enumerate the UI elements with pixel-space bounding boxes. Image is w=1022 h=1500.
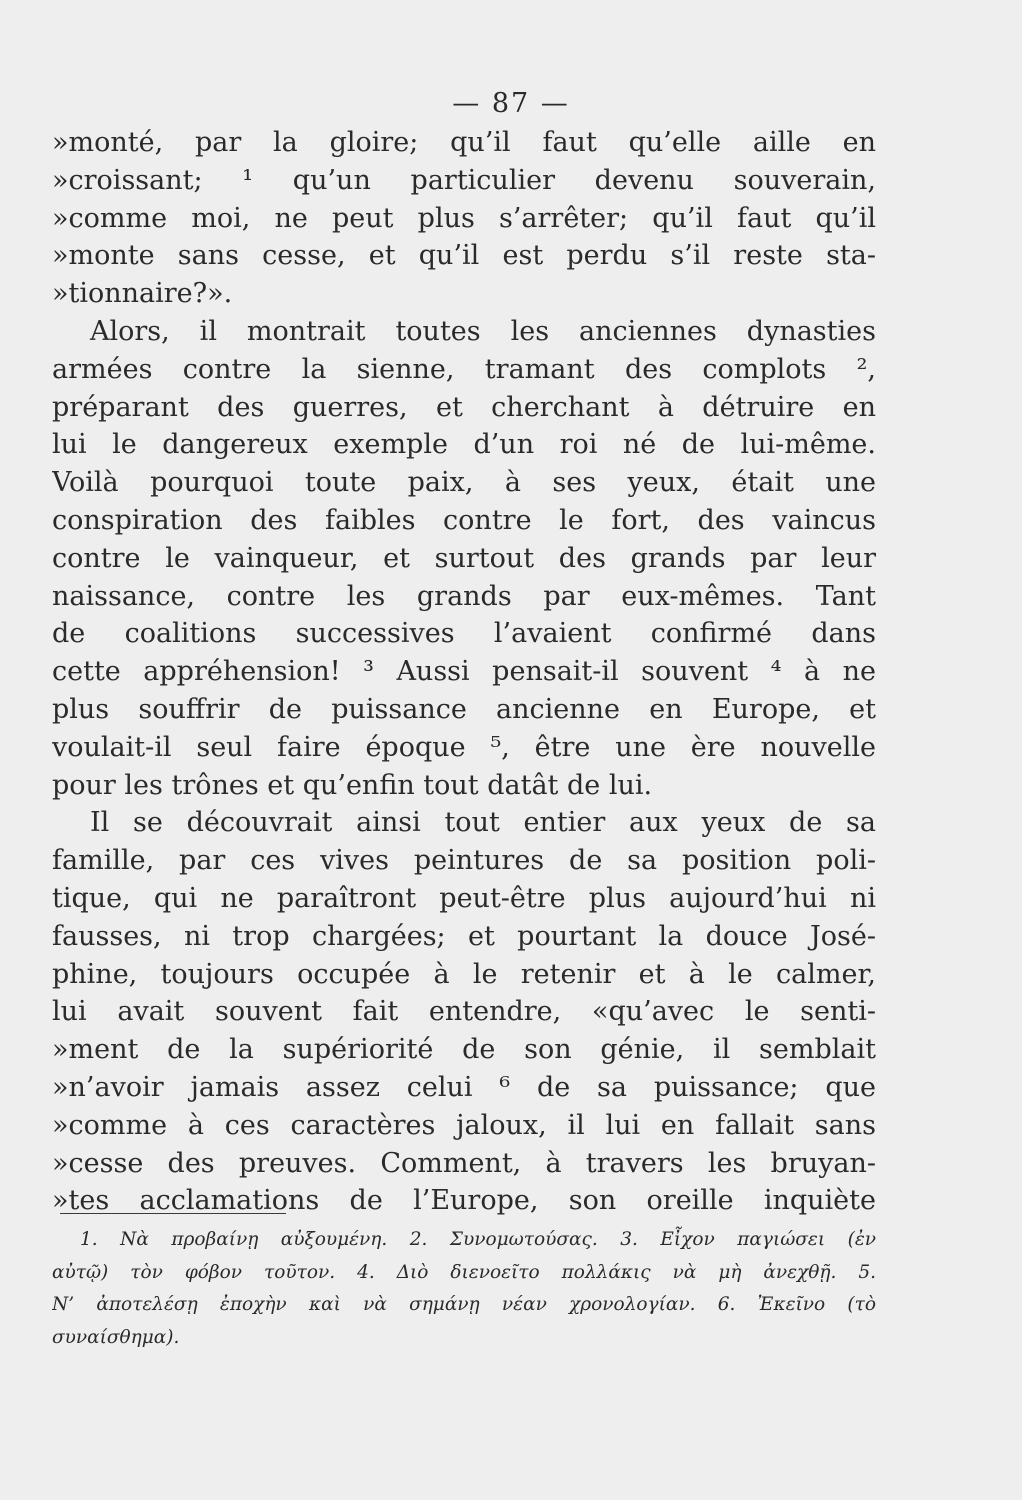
footnote-line: συναίσθημα). — [52, 1326, 180, 1348]
text-line: préparant des guerres, et cherchant à détruire en — [52, 391, 876, 423]
text-line: »tionnaire?». — [52, 278, 233, 310]
text-line: »n’avoir jamais assez celui ⁶ de sa puissance; que — [52, 1071, 876, 1103]
text-line: famille, par ces vives peintures de sa position poli- — [52, 845, 876, 877]
text-line: Voilà pourquoi toute paix, à ses yeux, était une — [52, 467, 876, 499]
text-line: contre le vainqueur, et surtout des grands par leur — [52, 542, 876, 574]
text-line: de coalitions successives l’avaient confirmé dans — [52, 618, 876, 650]
text-line: naissance, contre les grands par eux-mêmes. Tant — [52, 580, 876, 612]
text-line: tique, qui ne paraîtront peut-être plus aujourd’hui ni — [52, 882, 876, 914]
text-line: »monte sans cesse, et qu’il est perdu s’il reste sta- — [52, 240, 876, 272]
text-line: voulait-il seul faire époque ⁵, être une ère nouvelle — [52, 731, 876, 763]
text-line: plus souffrir de puissance ancienne en Europe, et — [52, 693, 876, 725]
footnote-line: Ν’ ἀποτελέσῃ ἐποχὴν καὶ νὰ σημάνῃ νέαν χρονολογίαν. 6. Ἐκεῖνο (τὸ — [52, 1294, 876, 1315]
text-line: »monté, par la gloire; qu’il faut qu’elle aille en — [52, 127, 876, 158]
text-line: »tes acclamations de l’Europe, son oreille inquiète — [52, 1185, 876, 1217]
text-line: »croissant; ¹ qu’un particulier devenu souverain, — [52, 164, 876, 196]
text-line: fausses, ni trop chargées; et pourtant la douce José- — [52, 920, 876, 952]
text-line: conspiration des faibles contre le fort, des vaincus — [52, 504, 876, 536]
page-number: — 87 — — [452, 88, 570, 119]
text-line: armées contre la sienne, tramant des complots ², — [52, 353, 876, 385]
footnotes — [52, 1224, 876, 1354]
text-line: »comme moi, ne peut plus s’arrêter; qu’il faut qu’il — [52, 202, 876, 234]
body-text — [52, 124, 876, 1220]
text-line: pour les trônes et qu’enfin tout datât de lui. — [52, 769, 653, 801]
footnote-line: 1. Νὰ προβαίνῃ αὐξουμένη. 2. Συνομωτούσας. 3. Εἶχον παγιώσει (ἐν — [80, 1229, 876, 1250]
text-line: »ment de la supériorité de son génie, il semblait — [52, 1034, 876, 1066]
text-line: lui le dangereux exemple d’un roi né de lui-même. — [52, 429, 876, 461]
text-line: »cesse des preuves. Comment, à travers les bruyan- — [52, 1147, 876, 1179]
footnote-rule — [60, 1213, 286, 1214]
footnote-line: αὐτῷ) τὸν φόβον τοῦτον. 4. Διὸ διενοεῖτο πολλάκις νὰ μὴ ἀνεχθῇ. 5. — [52, 1261, 876, 1283]
text-line: phine, toujours occupée à le retenir et à le calmer, — [52, 958, 876, 990]
text-line: »comme à ces caractères jaloux, il lui en fallait sans — [52, 1109, 876, 1141]
text-line: Alors, il montrait toutes les anciennes dynasties — [90, 315, 876, 347]
text-line: cette appréhension! ³ Aussi pensait-il souvent ⁴ à ne — [52, 656, 876, 688]
text-line: Il se découvrait ainsi tout entier aux yeux de sa — [90, 807, 876, 839]
text-line: lui avait souvent fait entendre, «qu’avec le senti- — [52, 996, 876, 1028]
